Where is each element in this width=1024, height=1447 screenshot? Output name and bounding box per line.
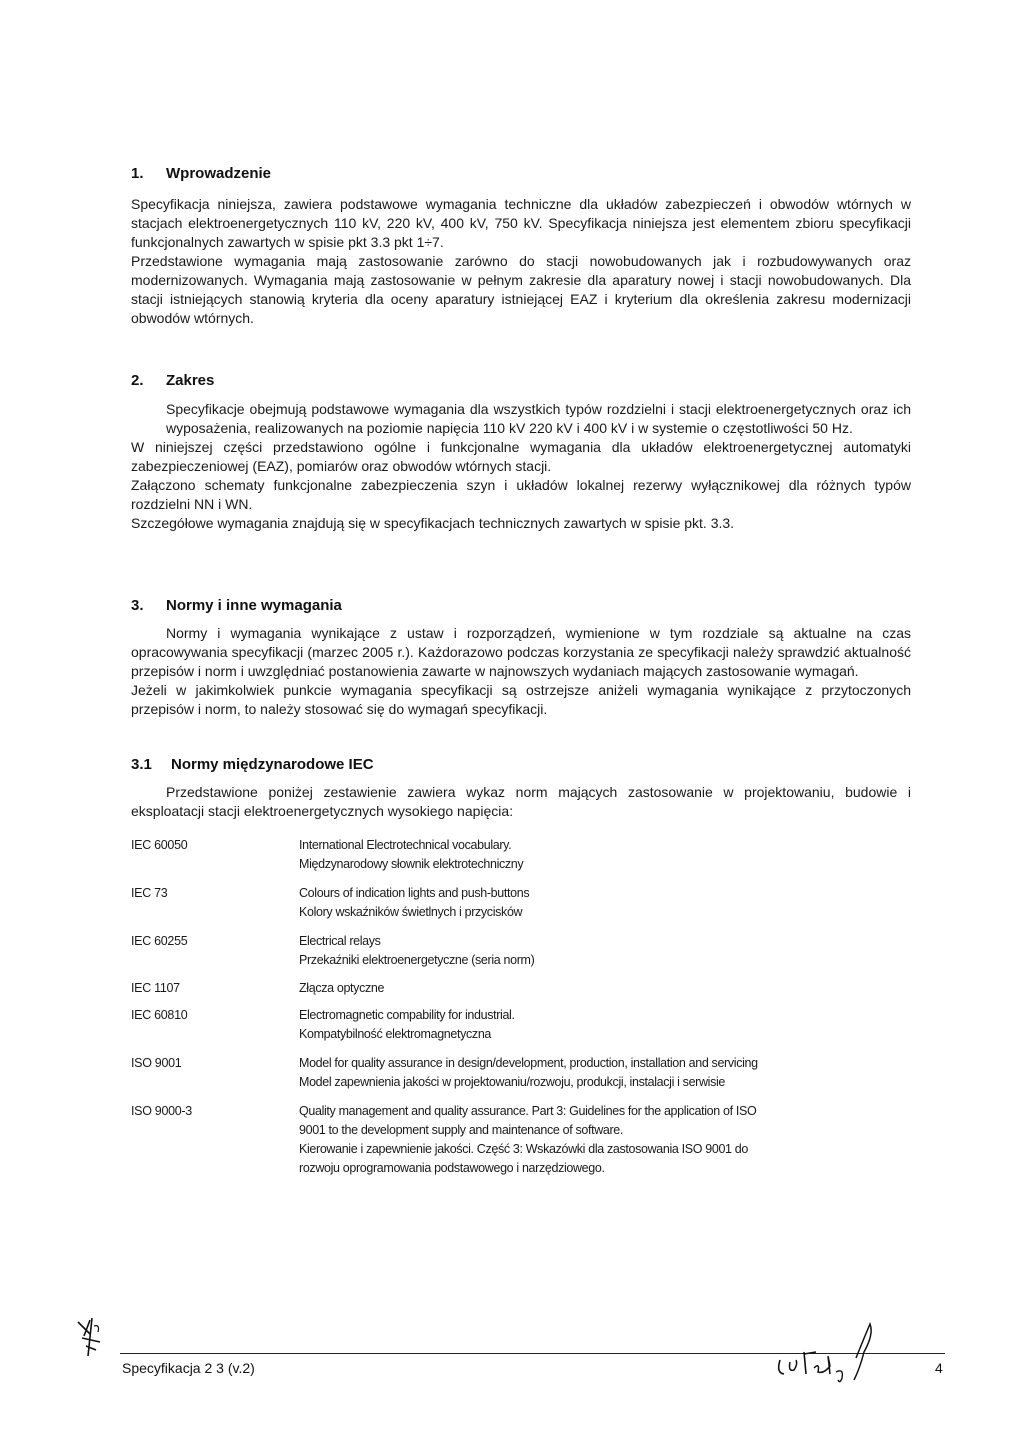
- norm-line: Electromagnetic compability for industrial.: [299, 1008, 515, 1022]
- section-number: 3.: [131, 597, 144, 614]
- section-number: 2.: [131, 372, 144, 389]
- norm-code: IEC 60050: [131, 838, 188, 852]
- norm-code: ISO 9001: [131, 1056, 182, 1070]
- paragraph: Szczegółowe wymagania znajdują się w specyfikacjach technicznych zawartych w spisie pkt. 3.3.: [131, 515, 735, 531]
- norm-description: [299, 1006, 899, 1044]
- paragraph: Jeżeli w jakimkolwiek punkcie wymagania specyfikacji są ostrzejsze aniżeli wymagania wynikające z przytoczonych przepisów i norm, to należy stosować się do wymagań specyfikacji.: [131, 682, 911, 717]
- norm-description: [299, 1054, 899, 1092]
- paragraph: Przedstawione wymagania mają zastosowanie zarówno do stacji nowobudowanych jak i rozbudowywanych oraz modernizowanych. Wymagania mają zastosowanie w pełnym zakresie dla aparatury nowej i stacji nowobudowanych. Dla stacji istniejących stanowią kryteria dla oceny aparatury istniejącej EAZ i kryterium dla określenia zakresu modernizacji obwodów wtórnych.: [131, 253, 911, 326]
- signature-icon: [768, 1318, 888, 1393]
- norm-description: [299, 932, 899, 970]
- norm-code: IEC 73: [131, 886, 168, 900]
- section-2-body: [131, 400, 911, 533]
- section-title: Normy i inne wymagania: [166, 597, 342, 614]
- section-1-body: [131, 195, 911, 328]
- norm-line: Przekaźniki elektroenergetyczne (seria norm): [299, 953, 535, 967]
- norm-line: Międzynarodowy słownik elektrotechniczny: [299, 857, 524, 871]
- section-number: 3.1: [131, 756, 152, 773]
- norm-line: Electrical relays: [299, 934, 381, 948]
- norm-line: Kolory wskaźników świetlnych i przycisków: [299, 905, 523, 919]
- norm-line: Kierowanie i zapewnienie jakości. Część 3: Wskazówki dla zastosowania ISO 9001 do: [299, 1142, 748, 1156]
- norm-line: International Electrotechnical vocabulary.: [299, 838, 512, 852]
- section-3-1-body: [131, 783, 911, 821]
- norm-description: [299, 979, 899, 998]
- section-number: 1.: [131, 165, 144, 182]
- norm-code: IEC 60810: [131, 1008, 188, 1022]
- paragraph: W niniejszej części przedstawiono ogólne i funkcjonalne wymagania dla układów elektroenergetycznej automatyki zabezpieczeniowej (EAZ), pomiarów oraz obwodów wtórnych stacji.: [131, 439, 911, 474]
- section-1-heading: [131, 165, 271, 183]
- norm-line: rozwoju oprogramowania podstawowego i narzędziowego.: [299, 1161, 605, 1175]
- norm-line: 9001 to the development supply and maintenance of software.: [299, 1123, 624, 1137]
- norm-line: Colours of indication lights and push-buttons: [299, 886, 530, 900]
- section-3-heading: [131, 597, 342, 615]
- paragraph: Normy i wymagania wynikające z ustaw i rozporządzeń, wymienione w tym rozdziale są aktualne na czas opracowywania specyfikacji (marzec 2005 r.). Każdorazowo podczas korzystania ze specyfikacji należy sprawdzić aktualność przepisów i norm i uwzględniać postanowienia zawarte w najnowszych wydaniach mających zastosowanie wymagań.: [131, 625, 911, 679]
- norm-line: Złącza optyczne: [299, 981, 385, 995]
- section-3-1-heading: [131, 756, 374, 774]
- logo-mark-icon: [74, 1316, 108, 1365]
- norm-line: Kompatybilność elektromagnetyczna: [299, 1027, 492, 1041]
- norm-line: Model zapewnienia jakości w projektowaniu/rozwoju, produkcji, instalacji i serwisie: [299, 1075, 726, 1089]
- section-title: Wprowadzenie: [166, 165, 272, 182]
- section-title: Normy międzynarodowe IEC: [171, 756, 374, 773]
- page-number: 4: [935, 1360, 943, 1376]
- norm-code: ISO 9000-3: [131, 1104, 192, 1118]
- paragraph: Specyfikacja niniejsza, zawiera podstawowe wymagania techniczne dla układów zabezpieczeń i obwodów wtórnych w stacjach elektroenergetycznych 110 kV, 220 kV, 400 kV, 750 kV. Specyfikacja niniejsza jest elementem zbioru specyfikacji funkcjonalnych zawartych w spisie pkt 3.3 pkt 1÷7.: [131, 196, 911, 250]
- paragraph: Załączono schematy funkcjonalne zabezpieczenia szyn i układów lokalnej rezerwy wyłącznikowej dla różnych typów rozdzielni NN i WN.: [131, 477, 911, 512]
- norm-code: IEC 1107: [131, 981, 180, 995]
- norm-code: IEC 60255: [131, 934, 188, 948]
- section-3-body: [131, 624, 911, 719]
- section-2-heading: [131, 372, 214, 390]
- norm-description: [299, 884, 899, 922]
- norm-line: Quality management and quality assurance. Part 3: Guidelines for the application of ISO: [299, 1104, 757, 1118]
- paragraph: Specyfikacje obejmują podstawowe wymagania dla wszystkich typów rozdzielni i stacji elektroenergetycznych oraz ich wyposażenia, realizowanych na poziomie napięcia 110 kV 220 kV i 400 kV i w systemie o częstotliwości 50 Hz.: [166, 401, 911, 436]
- norm-description: [299, 1102, 899, 1178]
- footer-document-label: Specyfikacja 2 3 (v.2): [122, 1360, 255, 1376]
- paragraph: Przedstawione poniżej zestawienie zawiera wykaz norm mających zastosowanie w projektowaniu, budowie i eksploatacji stacji elektroenergetycznych wysokiego napięcia:: [131, 784, 911, 819]
- norm-line: Model for quality assurance in design/development, production, installation and servicing: [299, 1056, 758, 1070]
- section-title: Zakres: [166, 372, 215, 389]
- norm-description: [299, 836, 899, 874]
